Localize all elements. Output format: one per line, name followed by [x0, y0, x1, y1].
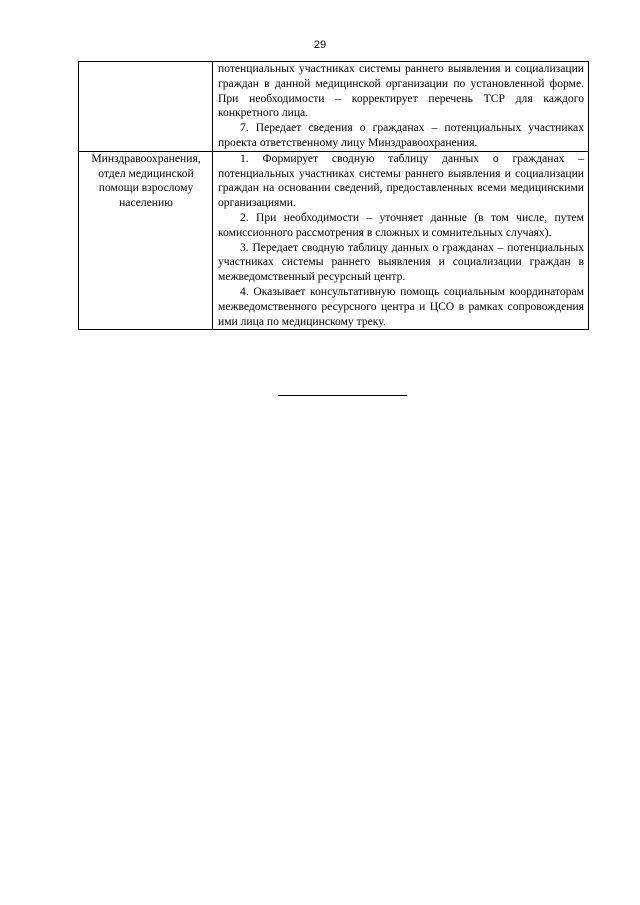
table-row	[79, 151, 589, 330]
action-paragraph: 3. Передает сводную таблицу данных о гражданах – потенциальных участниках системы раннего выявления и социализации граждан в межведомственный ресурсный центр.	[218, 240, 584, 284]
action-paragraph: 1. Формирует сводную таблицу данных о гражданах – потенциальных участниках системы раннего выявления и социализации граждан на основании сведений, предоставленных всеми медицинскими организациями.	[218, 151, 584, 210]
action-paragraph: 4. Оказывает консультативную помощь социальным координаторам межведомственного ресурсного центра и ЦСО в рамках сопровождения ими лица по медицинскому треку.	[218, 284, 584, 328]
table-cell-responsible	[79, 62, 213, 152]
page-number: 29	[313, 39, 327, 51]
responsibility-table	[78, 61, 589, 330]
action-paragraph: 2. При необходимости – уточняет данные (в том числе, путем комиссионного рассмотрения в сложных и сомнительных случаях).	[218, 210, 584, 239]
table-row	[79, 62, 589, 152]
action-paragraph: 7. Передает сведения о гражданах – потенциальных участниках проекта ответственному лицу Минздравоохранения.	[218, 121, 584, 149]
table-cell-responsible: Минздравоохранения, отдел медицинской помощи взрослому населению	[79, 151, 213, 330]
table-cell-actions	[213, 151, 589, 330]
end-of-document-rule	[278, 395, 407, 396]
table-cell-actions	[213, 62, 589, 152]
action-paragraph: потенциальных участниках системы раннего выявления и социализации граждан в данной медицинской организации по установленной форме. При необходимости – корректирует перечень ТСР для каждого конкретного лица.	[218, 62, 584, 120]
